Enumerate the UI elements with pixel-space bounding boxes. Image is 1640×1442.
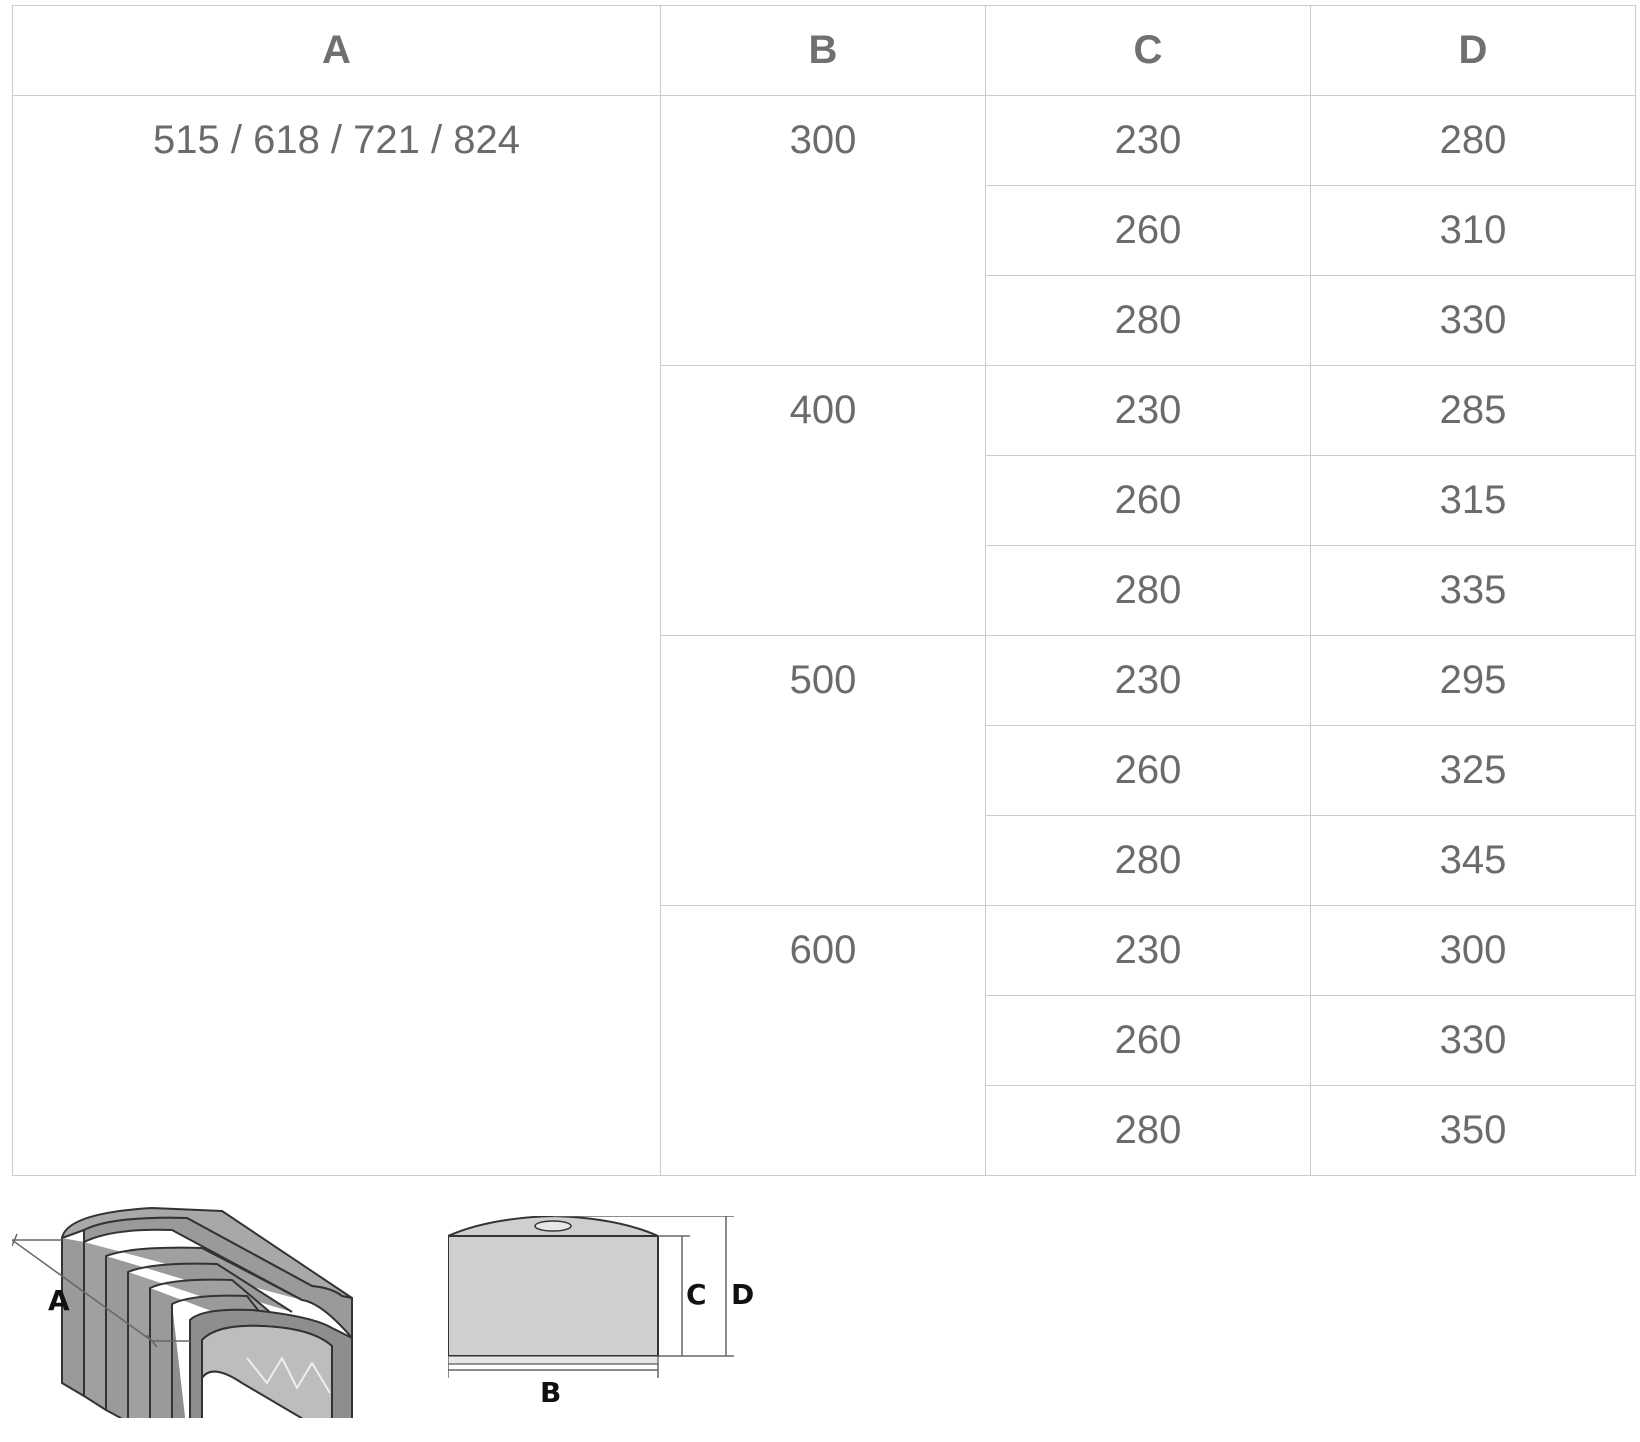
d-value-cell: 325 bbox=[1311, 726, 1636, 816]
b-value-cell: 300 bbox=[661, 96, 986, 366]
c-value-cell: 230 bbox=[986, 906, 1311, 996]
c-value-cell: 280 bbox=[986, 276, 1311, 366]
d-value-cell: 295 bbox=[1311, 636, 1636, 726]
label-c: C bbox=[686, 1278, 707, 1311]
c-value-cell: 230 bbox=[986, 96, 1311, 186]
table-row bbox=[13, 96, 1636, 186]
label-a: A bbox=[48, 1284, 70, 1317]
dimensions-table bbox=[12, 5, 1636, 1176]
header-c: C bbox=[986, 6, 1311, 96]
d-value-cell: 330 bbox=[1311, 276, 1636, 366]
header-b: B bbox=[661, 6, 986, 96]
c-value-cell: 280 bbox=[986, 816, 1311, 906]
section-shape-icon bbox=[448, 1216, 658, 1364]
c-value-cell: 280 bbox=[986, 1086, 1311, 1176]
section-diagram bbox=[448, 1216, 778, 1426]
tent-perspective-diagram bbox=[12, 1178, 377, 1418]
b-value-cell: 400 bbox=[661, 366, 986, 636]
d-value-cell: 315 bbox=[1311, 456, 1636, 546]
c-value-cell: 260 bbox=[986, 726, 1311, 816]
table-header-row bbox=[13, 6, 1636, 96]
c-value-cell: 230 bbox=[986, 366, 1311, 456]
d-value-cell: 285 bbox=[1311, 366, 1636, 456]
d-value-cell: 345 bbox=[1311, 816, 1636, 906]
b-value-cell: 500 bbox=[661, 636, 986, 906]
c-value-cell: 260 bbox=[986, 186, 1311, 276]
a-value-cell: 515 / 618 / 721 / 824 bbox=[13, 96, 661, 1176]
c-value-cell: 230 bbox=[986, 636, 1311, 726]
header-d: D bbox=[1311, 6, 1636, 96]
d-value-cell: 335 bbox=[1311, 546, 1636, 636]
d-value-cell: 280 bbox=[1311, 96, 1636, 186]
d-value-cell: 350 bbox=[1311, 1086, 1636, 1176]
d-value-cell: 330 bbox=[1311, 996, 1636, 1086]
d-value-cell: 300 bbox=[1311, 906, 1636, 996]
c-value-cell: 280 bbox=[986, 546, 1311, 636]
header-a: A bbox=[13, 6, 661, 96]
b-value-cell: 600 bbox=[661, 906, 986, 1176]
c-value-cell: 260 bbox=[986, 456, 1311, 546]
d-value-cell: 310 bbox=[1311, 186, 1636, 276]
label-b: B bbox=[540, 1376, 562, 1409]
label-d: D bbox=[731, 1278, 755, 1311]
c-value-cell: 260 bbox=[986, 996, 1311, 1086]
tent-body-icon bbox=[62, 1208, 352, 1418]
